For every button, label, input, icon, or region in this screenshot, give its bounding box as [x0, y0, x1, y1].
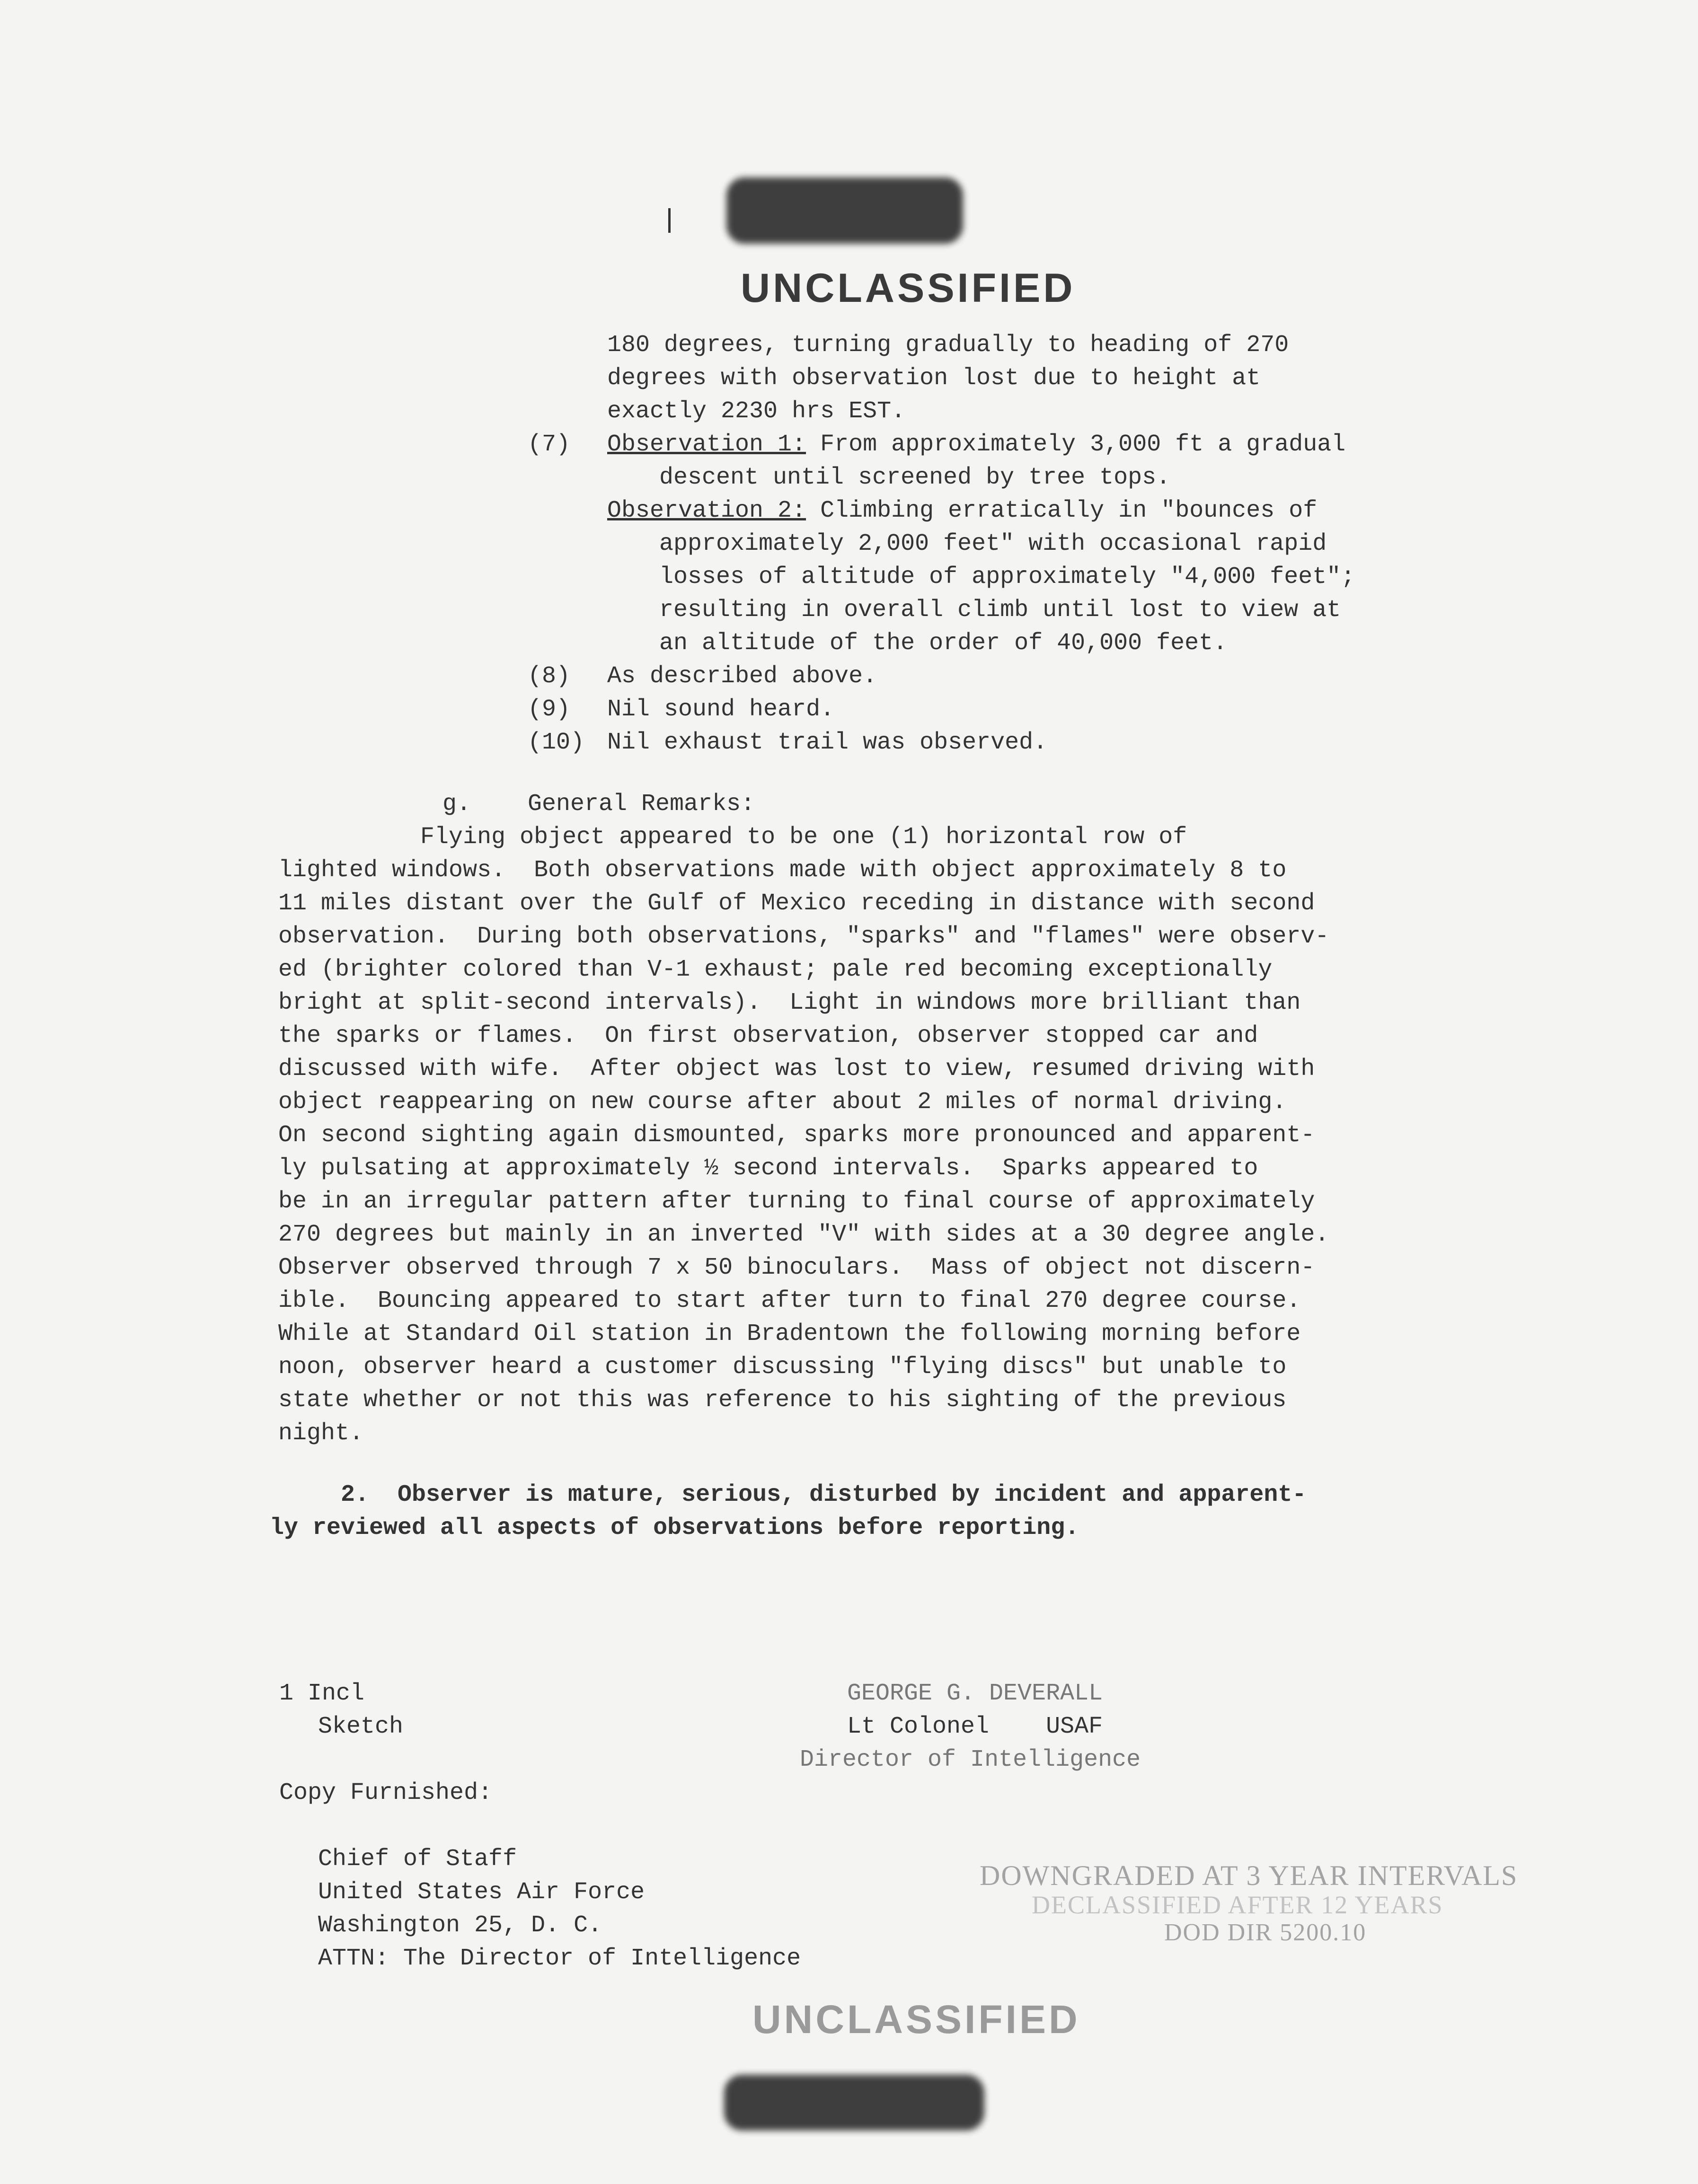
item6-line-1: 180 degrees, turning gradually to heading of 270	[607, 332, 1289, 359]
observation2-line-4: resulting in overall climb until lost to view at	[659, 597, 1341, 624]
item9-number: (9)	[528, 696, 571, 723]
downgrade-line-1: DOWNGRADED AT 3 YEAR INTERVALS	[980, 1860, 1518, 1891]
remarks-line-12: be in an irregular pattern after turning to final course of approximately	[278, 1188, 1315, 1215]
item7-observation1	[607, 431, 1345, 459]
item9-text: Nil sound heard.	[607, 696, 835, 723]
downgrade-line-2: DECLASSIFIED AFTER 12 YEARS	[1032, 1891, 1443, 1919]
remarks-line-19: night.	[278, 1420, 364, 1447]
remarks-line-2: lighted windows. Both observations made with object approximately 8 to	[278, 857, 1287, 884]
remarks-line-9: object reappearing on new course after about 2 miles of normal driving.	[278, 1089, 1287, 1116]
classification-stamp-top: UNCLASSIFIED	[741, 265, 1076, 311]
observation2-line-2: approximately 2,000 feet" with occasional rapid	[659, 530, 1327, 557]
remarks-line-10: On second sighting again dismounted, sparks more pronounced and apparent-	[278, 1122, 1315, 1149]
section-g-label: g.	[442, 791, 471, 818]
item10-number: (10)	[528, 729, 585, 756]
distribution-line-3: Washington 25, D. C.	[318, 1912, 602, 1939]
observation1-label: Observation 1:	[607, 431, 806, 458]
redaction-mark-top	[726, 177, 963, 244]
copy-furnished-label: Copy Furnished:	[279, 1779, 493, 1806]
signature-title: Director of Intelligence	[800, 1746, 1141, 1773]
item8-text: As described above.	[607, 663, 877, 690]
classification-stamp-bottom: UNCLASSIFIED	[752, 1997, 1080, 2042]
distribution-line-1: Chief of Staff	[318, 1846, 517, 1873]
margin-mark	[668, 208, 671, 233]
remarks-line-8: discussed with wife. After object was lost to view, resumed driving with	[278, 1056, 1315, 1083]
remarks-line-16: While at Standard Oil station in Bradentown the following morning before	[278, 1321, 1301, 1347]
enclosure-item: Sketch	[318, 1713, 404, 1740]
distribution-line-4: ATTN: The Director of Intelligence	[318, 1945, 801, 1972]
remarks-line-18: state whether or not this was reference to his sighting of the previous	[278, 1387, 1287, 1414]
remarks-line-1: Flying object appeared to be one (1) horizontal row of	[278, 824, 1187, 851]
section-g-title: General Remarks:	[528, 791, 755, 818]
remarks-line-17: noon, observer heard a customer discussing "flying discs" but unable to	[278, 1354, 1287, 1381]
item7-observation2	[607, 497, 1317, 525]
redaction-mark-bottom	[724, 2075, 984, 2131]
remarks-line-7: the sparks or flames. On first observation, observer stopped car and	[278, 1022, 1258, 1049]
item8-number: (8)	[528, 663, 571, 690]
remarks-line-11: ly pulsating at approximately ½ second intervals. Sparks appeared to	[278, 1155, 1258, 1182]
paragraph2-line-1: 2. Observer is mature, serious, disturbed by incident and apparent-	[270, 1481, 1307, 1508]
observation2-label: Observation 2:	[607, 497, 806, 524]
remarks-line-14: Observer observed through 7 x 50 binoculars. Mass of object not discern-	[278, 1254, 1315, 1281]
observation2-line-5: an altitude of the order of 40,000 feet.	[659, 630, 1228, 657]
item6-line-2: degrees with observation lost due to height at	[607, 365, 1261, 392]
remarks-line-3: 11 miles distant over the Gulf of Mexico receding in distance with second	[278, 890, 1315, 917]
signature-name: GEORGE G. DEVERALL	[847, 1680, 1103, 1707]
observation1-line-2: descent until screened by tree tops.	[659, 464, 1171, 491]
remarks-line-13: 270 degrees but mainly in an inverted "V" with sides at a 30 degree angle.	[278, 1221, 1329, 1248]
signature-rank: Lt Colonel USAF	[847, 1713, 1103, 1740]
remarks-line-4: observation. During both observations, "sparks" and "flames" were observ-	[278, 923, 1329, 950]
remarks-line-5: ed (brighter colored than V-1 exhaust; pale red becoming exceptionally	[278, 956, 1273, 983]
item6-line-3: exactly 2230 hrs EST.	[607, 398, 906, 425]
paragraph2-line-2: ly reviewed all aspects of observations before reporting.	[270, 1515, 1079, 1541]
item7-number: (7)	[528, 431, 571, 458]
observation1-text: From approximately 3,000 ft a gradual	[806, 431, 1346, 458]
remarks-line-6: bright at split-second intervals). Light in windows more brilliant than	[278, 989, 1301, 1016]
observation2-text: Climbing erratically in "bounces of	[806, 497, 1318, 524]
enclosure-count: 1 Incl	[279, 1680, 365, 1707]
item10-text: Nil exhaust trail was observed.	[607, 729, 1048, 756]
remarks-line-15: ible. Bouncing appeared to start after turn to final 270 degree course.	[278, 1287, 1301, 1314]
distribution-line-2: United States Air Force	[318, 1879, 645, 1906]
downgrade-line-3: DOD DIR 5200.10	[1164, 1919, 1367, 1946]
observation2-line-3: losses of altitude of approximately "4,000 feet";	[659, 564, 1355, 590]
